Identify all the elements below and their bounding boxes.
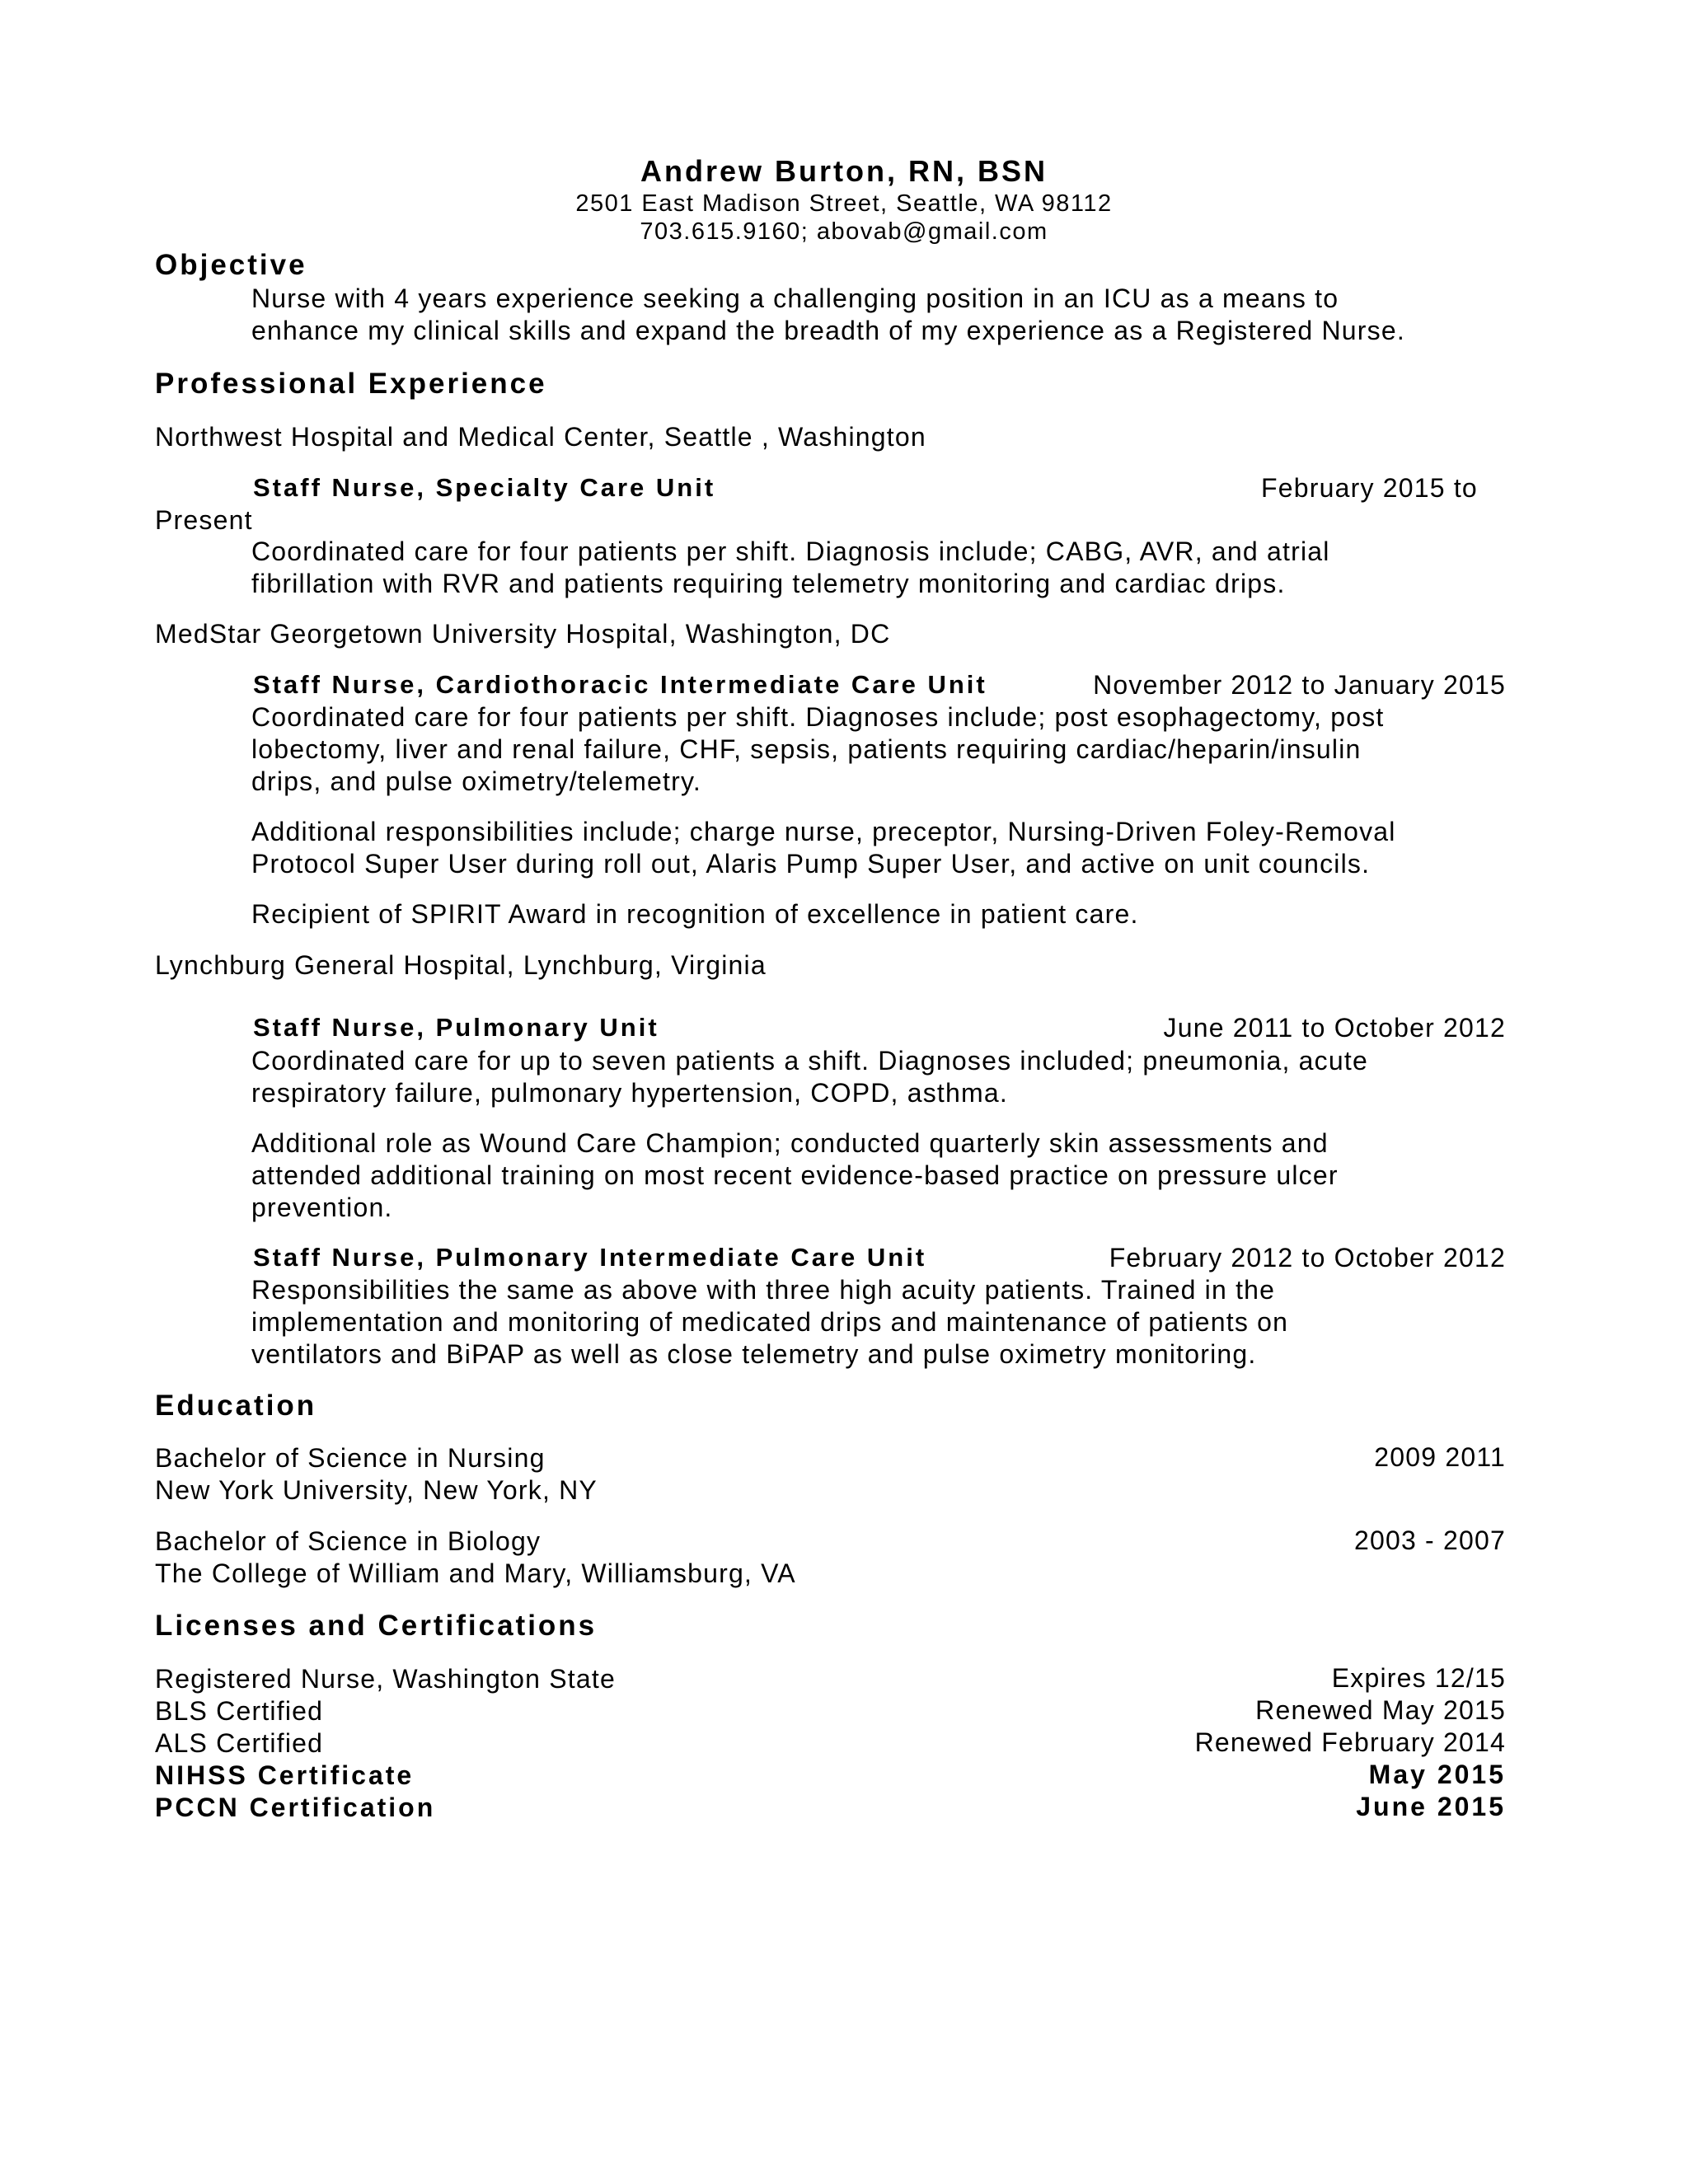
education-years: 2009 2011 bbox=[1374, 1442, 1506, 1472]
license-status: June 2015 bbox=[1356, 1792, 1506, 1821]
education-heading: Education bbox=[155, 1390, 317, 1422]
job-description-line: Coordinated care for up to seven patients a shift. Diagnoses included; pneumonia, acute bbox=[251, 1046, 1368, 1076]
job-description-line: Protocol Super User during roll out, Alaris Pump Super User, and active on unit councils. bbox=[251, 849, 1371, 879]
education-school: New York University, New York, NY bbox=[155, 1475, 598, 1505]
job-description-line: drips, and pulse oximetry/telemetry. bbox=[251, 766, 701, 796]
employer-name: Northwest Hospital and Medical Center, Seattle , Washington bbox=[155, 422, 926, 452]
job-description-line: Coordinated care for four patients per shift. Diagnosis include; CABG, AVR, and atrial bbox=[251, 537, 1330, 566]
education-degree: Bachelor of Science in Nursing bbox=[155, 1443, 546, 1473]
job-date: February 2012 to October 2012 bbox=[1109, 1243, 1506, 1272]
job-description-line: prevention. bbox=[251, 1193, 393, 1222]
license-name: Registered Nurse, Washington State bbox=[155, 1664, 616, 1694]
education-degree: Bachelor of Science in Biology bbox=[155, 1526, 542, 1556]
job-description-line: fibrillation with RVR and patients requiring telemetry monitoring and cardiac drips. bbox=[251, 569, 1286, 598]
education-years: 2003 - 2007 bbox=[1353, 1526, 1506, 1555]
job-description-line: Additional role as Wound Care Champion; conducted quarterly skin assessments and bbox=[251, 1128, 1329, 1158]
job-date: November 2012 to January 2015 bbox=[1093, 670, 1506, 700]
job-date-continued: Present bbox=[155, 505, 253, 535]
license-name: PCCN Certification bbox=[155, 1793, 436, 1822]
experience-heading: Professional Experience bbox=[155, 368, 547, 400]
job-title: Staff Nurse, Specialty Care Unit bbox=[253, 473, 716, 502]
employer-name: MedStar Georgetown University Hospital, Washington, DC bbox=[155, 619, 891, 649]
job-description-line: ventilators and BiPAP as well as close telemetry and pulse oximetry monitoring. bbox=[251, 1339, 1257, 1369]
job-award: Recipient of SPIRIT Award in recognition of excellence in patient care. bbox=[251, 899, 1139, 929]
phone-email: 703.615.9160; abovab@gmail.com bbox=[640, 218, 1048, 245]
objective-heading: Objective bbox=[155, 249, 307, 281]
education-school: The College of William and Mary, Williamsburg, VA bbox=[155, 1558, 796, 1588]
job-description-line: Responsibilities the same as above with three high acuity patients. Trained in the bbox=[251, 1275, 1276, 1305]
license-status: May 2015 bbox=[1368, 1760, 1506, 1789]
job-description-line: implementation and monitoring of medicated drips and maintenance of patients on bbox=[251, 1307, 1289, 1337]
job-title: Staff Nurse, Pulmonary Unit bbox=[253, 1013, 659, 1042]
job-description-line: attended additional training on most recent evidence-based practice on pressure ulcer bbox=[251, 1160, 1339, 1190]
job-title: Staff Nurse, Cardiothoracic Intermediate Care Unit bbox=[253, 670, 987, 699]
job-title: Staff Nurse, Pulmonary Intermediate Care Unit bbox=[253, 1243, 927, 1272]
license-name: NIHSS Certificate bbox=[155, 1760, 415, 1790]
job-description-line: Coordinated care for four patients per shift. Diagnoses include; post esophagectomy, post bbox=[251, 702, 1385, 732]
objective-line: enhance my clinical skills and expand the breadth of my experience as a Registered Nurse. bbox=[251, 316, 1405, 345]
job-description-line: lobectomy, liver and renal failure, CHF, sepsis, patients requiring cardiac/heparin/insulin bbox=[251, 734, 1362, 764]
job-description-line: respiratory failure, pulmonary hypertension, COPD, asthma. bbox=[251, 1078, 1008, 1108]
job-date: February 2015 to bbox=[1261, 473, 1478, 503]
license-name: ALS Certified bbox=[155, 1728, 324, 1758]
objective-line: Nurse with 4 years experience seeking a challenging position in an ICU as a means to bbox=[251, 284, 1339, 313]
employer-name: Lynchburg General Hospital, Lynchburg, Virginia bbox=[155, 950, 767, 980]
license-status: Renewed May 2015 bbox=[1255, 1695, 1506, 1725]
license-name: BLS Certified bbox=[155, 1696, 324, 1726]
candidate-name: Andrew Burton, RN, BSN bbox=[640, 154, 1048, 188]
licenses-heading: Licenses and Certifications bbox=[155, 1610, 598, 1642]
job-description-line: Additional responsibilities include; charge nurse, preceptor, Nursing-Driven Foley-Removal bbox=[251, 817, 1396, 846]
license-status: Expires 12/15 bbox=[1331, 1663, 1506, 1693]
license-status: Renewed February 2014 bbox=[1194, 1727, 1506, 1757]
job-date: June 2011 to October 2012 bbox=[1163, 1013, 1506, 1043]
address: 2501 East Madison Street, Seattle, WA 98112 bbox=[575, 190, 1113, 217]
